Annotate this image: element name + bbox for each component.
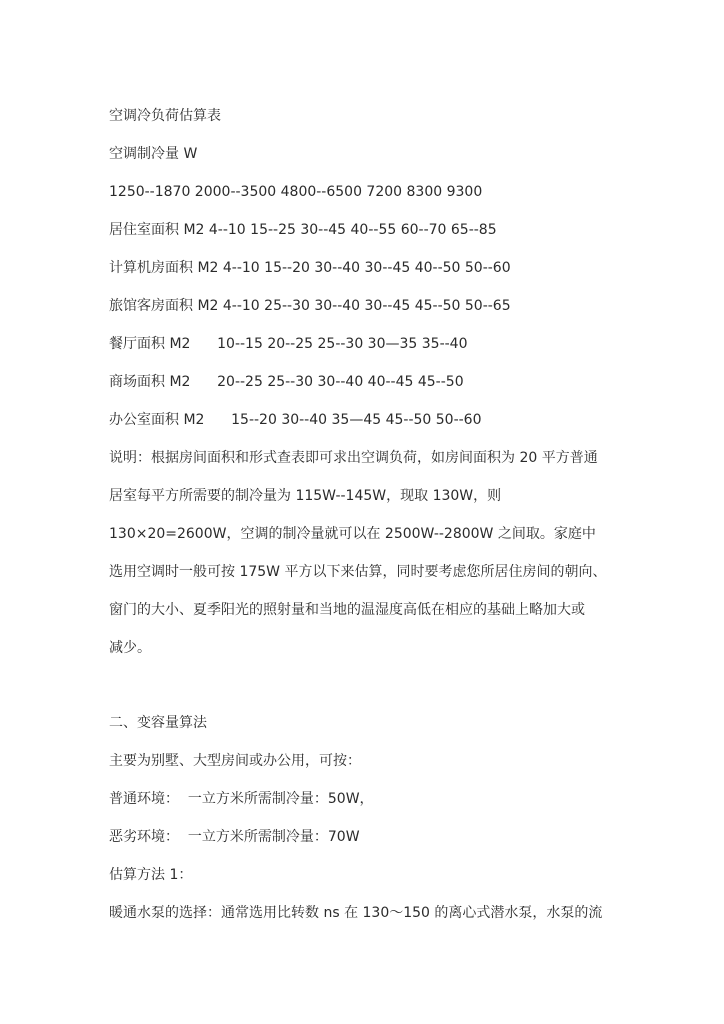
text-line: 餐厅面积 M2 10--15 20--25 25--30 30—35 35--40 <box>109 336 468 352</box>
text-line: 选用空调时一般可按 175W 平方以下来估算，同时要考虑您所居住房间的朝向、 <box>109 564 607 580</box>
text-line: 暖通水泵的选择：通常选用比转数 ns 在 130～150 的离心式潜水泵，水泵的流 <box>109 905 603 921</box>
text-line: 主要为别墅、大型房间或办公用，可按： <box>109 753 361 769</box>
text-line: 估算方法 1： <box>109 867 193 883</box>
text-line: 恶劣环境： 一立方米所需制冷量：70W <box>109 829 360 845</box>
text-line: 旅馆客房面积 M2 4--10 25--30 30--40 30--45 45--50 50--65 <box>109 298 511 314</box>
doc-title: 空调冷负荷估算表 <box>109 108 221 124</box>
text-line: 普通环境： 一立方米所需制冷量：50W， <box>109 791 374 807</box>
text-line: 窗门的大小、夏季阳光的照射量和当地的温湿度高低在相应的基础上略加大或 <box>109 602 585 618</box>
text-line: 说明：根据房间面积和形式查表即可求出空调负荷，如房间面积为 20 平方普通 <box>109 450 598 466</box>
text-line: 1250--1870 2000--3500 4800--6500 7200 8300 9300 <box>109 184 483 200</box>
text-line: 空调制冷量 W <box>109 146 198 162</box>
text-line: 居住室面积 M2 4--10 15--25 30--45 40--55 60--70 65--85 <box>109 222 497 238</box>
section-heading: 二、变容量算法 <box>109 715 207 731</box>
text-line: 办公室面积 M2 15--20 30--40 35—45 45--50 50--60 <box>109 412 482 428</box>
text-line: 减少。 <box>109 640 151 656</box>
text-line: 居室每平方所需要的制冷量为 115W--145W，现取 130W，则 <box>109 488 502 504</box>
text-line: 商场面积 M2 20--25 25--30 30--40 40--45 45--50 <box>109 374 464 390</box>
text-line: 130×20=2600W，空调的制冷量就可以在 2500W--2800W 之间取。家庭中 <box>109 526 596 542</box>
text-line: 计算机房面积 M2 4--10 15--20 30--40 30--45 40--50 50--60 <box>109 260 511 276</box>
